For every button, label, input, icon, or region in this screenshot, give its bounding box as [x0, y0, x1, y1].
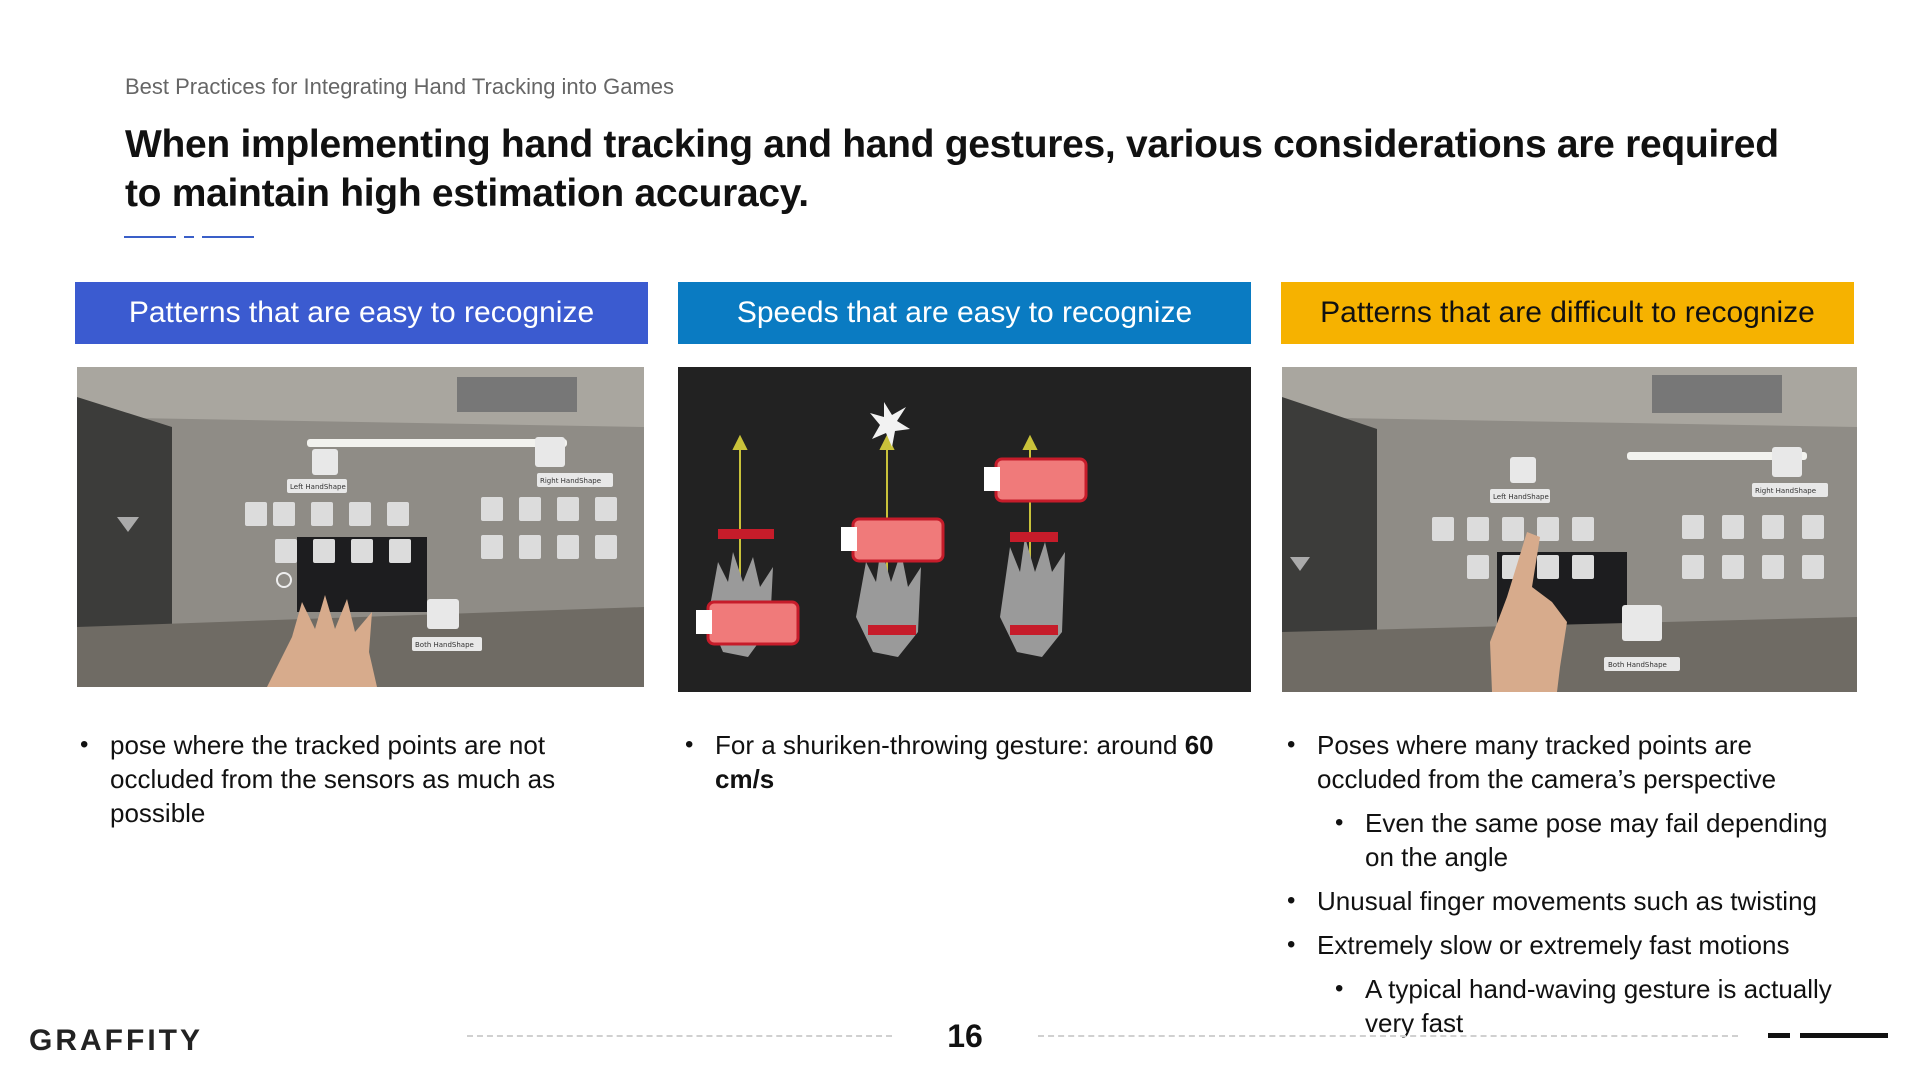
- title-accent-dot: [184, 236, 194, 238]
- svg-text:Both HandShape: Both HandShape: [415, 641, 474, 649]
- slide-title: When implementing hand tracking and hand gestures, various considerations are required to maintain high estimation accuracy.: [125, 123, 1779, 215]
- heading-easy-speeds: Speeds that are easy to recognize: [678, 282, 1251, 344]
- sub-list-item: • Even the same pose may fail depending on the angle: [1283, 806, 1863, 874]
- svg-text:Both HandShape: Both HandShape: [1608, 661, 1667, 669]
- sub-list-item: • A typical hand-waving gesture is actually very fast: [1283, 972, 1863, 1040]
- speed-value: 60 cm/s: [715, 730, 1214, 794]
- footer-dashed-line: [467, 1035, 892, 1037]
- title-accent-line: [124, 236, 176, 238]
- bullet-text: For a shuriken-throwing gesture: around: [715, 730, 1185, 760]
- list-item: • Unusual finger movements such as twisting: [1283, 884, 1863, 918]
- heading-difficult-patterns: Patterns that are difficult to recognize: [1281, 282, 1854, 344]
- svg-text:Left HandShape: Left HandShape: [290, 483, 346, 491]
- list-item: • Extremely slow or extremely fast motions: [1283, 928, 1863, 962]
- page-number: 16: [947, 1018, 983, 1054]
- shuriken-gesture-diagram: [678, 367, 1251, 692]
- title-accent-line: [202, 236, 254, 238]
- svg-text:Right HandShape: Right HandShape: [540, 477, 602, 485]
- footer-end-bar: [1800, 1033, 1888, 1038]
- easy-pose-photo: [77, 367, 644, 687]
- difficult-patterns-list: [1283, 728, 1863, 1050]
- svg-text:Left HandShape: Left HandShape: [1493, 493, 1549, 501]
- easy-patterns-list: [76, 728, 631, 840]
- footer-end-mark: [1768, 1033, 1790, 1038]
- list-item: • Poses where many tracked points are occluded from the camera’s perspective: [1283, 728, 1863, 796]
- heading-easy-patterns: Patterns that are easy to recognize: [75, 282, 648, 344]
- deck-subtitle: Best Practices for Integrating Hand Tracking into Games: [125, 74, 675, 99]
- svg-text:Right HandShape: Right HandShape: [1755, 487, 1817, 495]
- difficult-pose-photo: [1282, 367, 1857, 692]
- footer-dashed-line: [1038, 1035, 1738, 1037]
- list-item: [681, 728, 1236, 796]
- easy-speeds-list: [681, 728, 1236, 806]
- company-logo: GRAFFITY: [29, 1024, 203, 1057]
- list-item: • pose where the tracked points are not occluded from the sensors as much as possible: [76, 728, 631, 830]
